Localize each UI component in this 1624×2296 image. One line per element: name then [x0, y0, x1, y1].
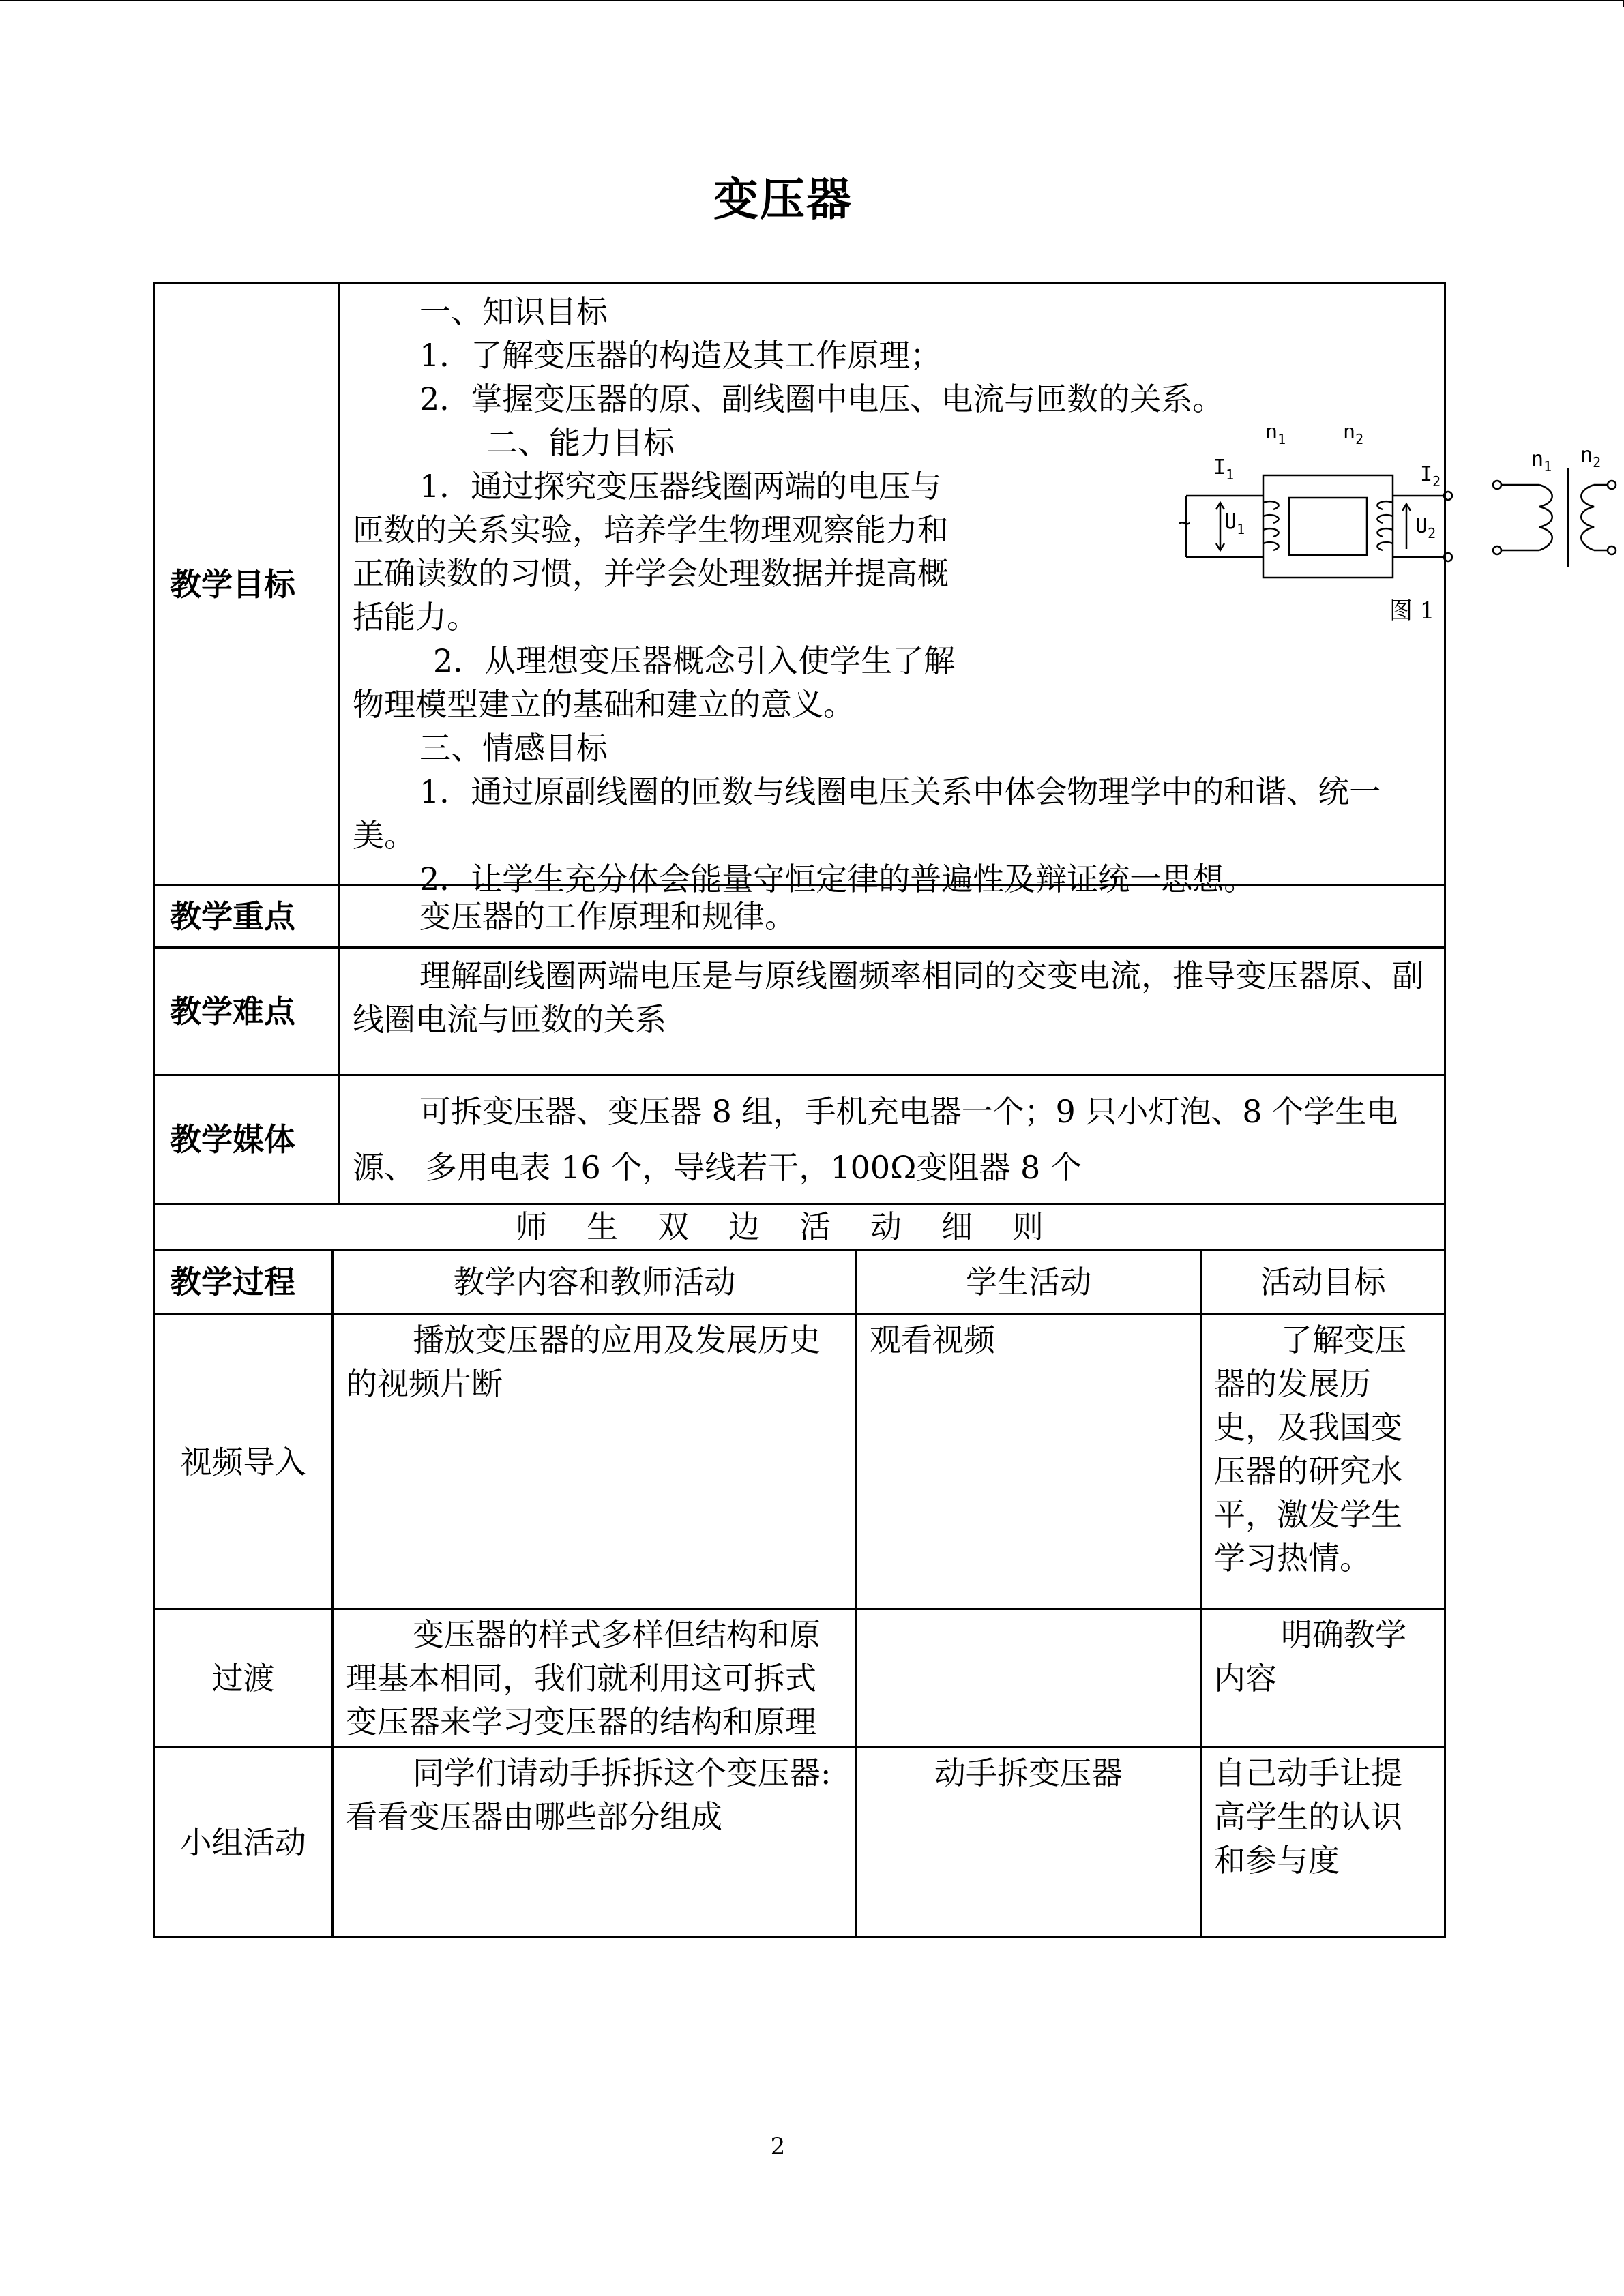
label-i2: $I_2$ — [1420, 462, 1441, 490]
header-goal: 活动目标 — [1201, 1250, 1445, 1315]
row-goal-text: 了解变压器的发展历史，及我国变压器的研究水平，激发学生学习热情。 — [1214, 1322, 1406, 1577]
row-student-text: 动手拆变压器 — [934, 1755, 1123, 1791]
output-terminal-top — [1444, 492, 1452, 500]
page-number: 2 — [770, 2133, 786, 2160]
label-symbol-n2: $n_2$ — [1580, 443, 1601, 471]
label-u2: $U_2$ — [1415, 514, 1436, 541]
row-goal — [1201, 1609, 1445, 1748]
objectives-label: 教学目标 — [154, 284, 340, 886]
emotion-item-2: 2．让学生充分体会能量守恒定律的普遍性及辩证统一思想。 — [419, 861, 1256, 897]
row-teacher — [333, 1748, 857, 1937]
media-label: 教学媒体 — [154, 1075, 340, 1204]
row-goal-text: 明确教学内容 — [1214, 1616, 1406, 1697]
row-teacher-text: 变压器的样式多样但结构和原理基本相同，我们就利用这可拆式变压器来学习变压器的结构和原理 — [346, 1616, 821, 1740]
figure-caption: 图 1 — [1389, 597, 1435, 625]
row-goal — [1201, 1748, 1445, 1937]
symbol-terminal-2 — [1493, 546, 1501, 554]
lesson-plan-table — [153, 282, 1601, 1251]
symbol-wires-primary — [1501, 485, 1539, 550]
symbol-secondary-coil — [1581, 485, 1594, 550]
media-content — [340, 1075, 1445, 1204]
symbol-terminal-4 — [1608, 546, 1616, 554]
knowledge-item-2: 2．掌握变压器的原、副线圈中电压、电流与匝数的关系。 — [419, 381, 1224, 417]
symbol-terminal-3 — [1608, 481, 1616, 489]
key-points-label: 教学重点 — [154, 886, 340, 948]
key-points-text: 变压器的工作原理和规律。 — [419, 898, 796, 935]
table-row — [154, 1748, 1445, 1937]
row-step: 过渡 — [154, 1609, 333, 1748]
row-student — [857, 1315, 1201, 1609]
page-title: 变压器 — [713, 173, 853, 226]
label-i1: $I_1$ — [1213, 456, 1235, 483]
row-student-text: 观看视频 — [870, 1322, 995, 1358]
activity-table — [153, 1249, 1446, 1938]
transformer-diagram — [1178, 428, 1621, 646]
label-n2: $n_2$ — [1343, 428, 1364, 447]
row-step: 小组活动 — [154, 1748, 333, 1937]
label-n1: $n_1$ — [1265, 428, 1286, 447]
row-teacher-text: 同学们请动手拆拆这个变压器:看看变压器由哪些部分组成 — [346, 1755, 831, 1835]
header-process: 教学过程 — [154, 1250, 333, 1315]
transformer-core-window — [1289, 498, 1367, 555]
difficulties-text: 理解副线圈两端电压是与原线圈频率相同的交变电流，推导变压器原、副线圈电流与匝数的关系 — [353, 957, 1423, 1038]
primary-coil — [1263, 501, 1279, 550]
row-student — [857, 1609, 1201, 1748]
ability-item-1: 1．通过探究变压器线圈两端的电压与匝数的关系实验，培养学生物理观察能力和正确读数的习惯，并学会处理数据并提高概括能力。 — [353, 468, 949, 636]
label-symbol-n1: $n_1$ — [1531, 447, 1552, 475]
symbol-primary-coil — [1539, 485, 1552, 550]
table-row — [154, 1315, 1445, 1609]
row-student — [857, 1748, 1201, 1937]
row-step: 视频导入 — [154, 1315, 333, 1609]
emotion-item-1: 1．通过原副线圈的匝数与线圈电压关系中体会物理学中的和谐、统一美。 — [353, 773, 1381, 854]
label-u1: $U_1$ — [1224, 510, 1245, 537]
row-goal-text: 自己动手让提高学生的认识和参与度 — [1214, 1755, 1402, 1879]
difficulties-label: 教学难点 — [154, 948, 340, 1075]
activity-header-row — [154, 1250, 1445, 1315]
section-banner: 师生双边活动细则 — [154, 1204, 1445, 1250]
symbol-wires-secondary — [1594, 485, 1608, 550]
emotion-heading: 三、情感目标 — [419, 730, 608, 766]
objectives-content — [340, 284, 1601, 897]
output-terminal-bottom — [1444, 553, 1452, 561]
transformer-core-outer — [1263, 475, 1393, 578]
secondary-coil — [1377, 501, 1393, 550]
section-banner-row — [154, 1204, 1445, 1250]
page-top-border — [0, 0, 1623, 1]
objectives-row — [154, 284, 1445, 886]
media-row — [154, 1075, 1445, 1204]
difficulties-content — [340, 948, 1445, 1075]
knowledge-item-1: 1．了解变压器的构造及其工作原理； — [419, 337, 942, 374]
header-teacher: 教学内容和教师活动 — [333, 1250, 857, 1315]
ac-source-symbol: ~ — [1178, 509, 1192, 535]
row-goal — [1201, 1315, 1445, 1609]
ability-heading: 二、能力目标 — [486, 424, 675, 461]
symbol-terminal-1 — [1493, 481, 1501, 489]
difficulties-row — [154, 948, 1445, 1075]
row-teacher — [333, 1315, 857, 1609]
table-row — [154, 1609, 1445, 1748]
media-text: 可拆变压器、变压器 8 组，手机充电器一个；9 只小灯泡、8 个学生电源、 多用电表 16 个，导线若干，100Ω变阻器 8 个 — [353, 1093, 1398, 1186]
row-teacher — [333, 1609, 857, 1748]
knowledge-heading: 一、知识目标 — [419, 293, 608, 330]
row-teacher-text: 播放变压器的应用及发展历史的视频片断 — [346, 1322, 821, 1402]
ability-item-2: 2．从理想变压器概念引入使学生了解物理模型建立的基础和建立的意义。 — [353, 642, 956, 723]
header-student: 学生活动 — [857, 1250, 1201, 1315]
